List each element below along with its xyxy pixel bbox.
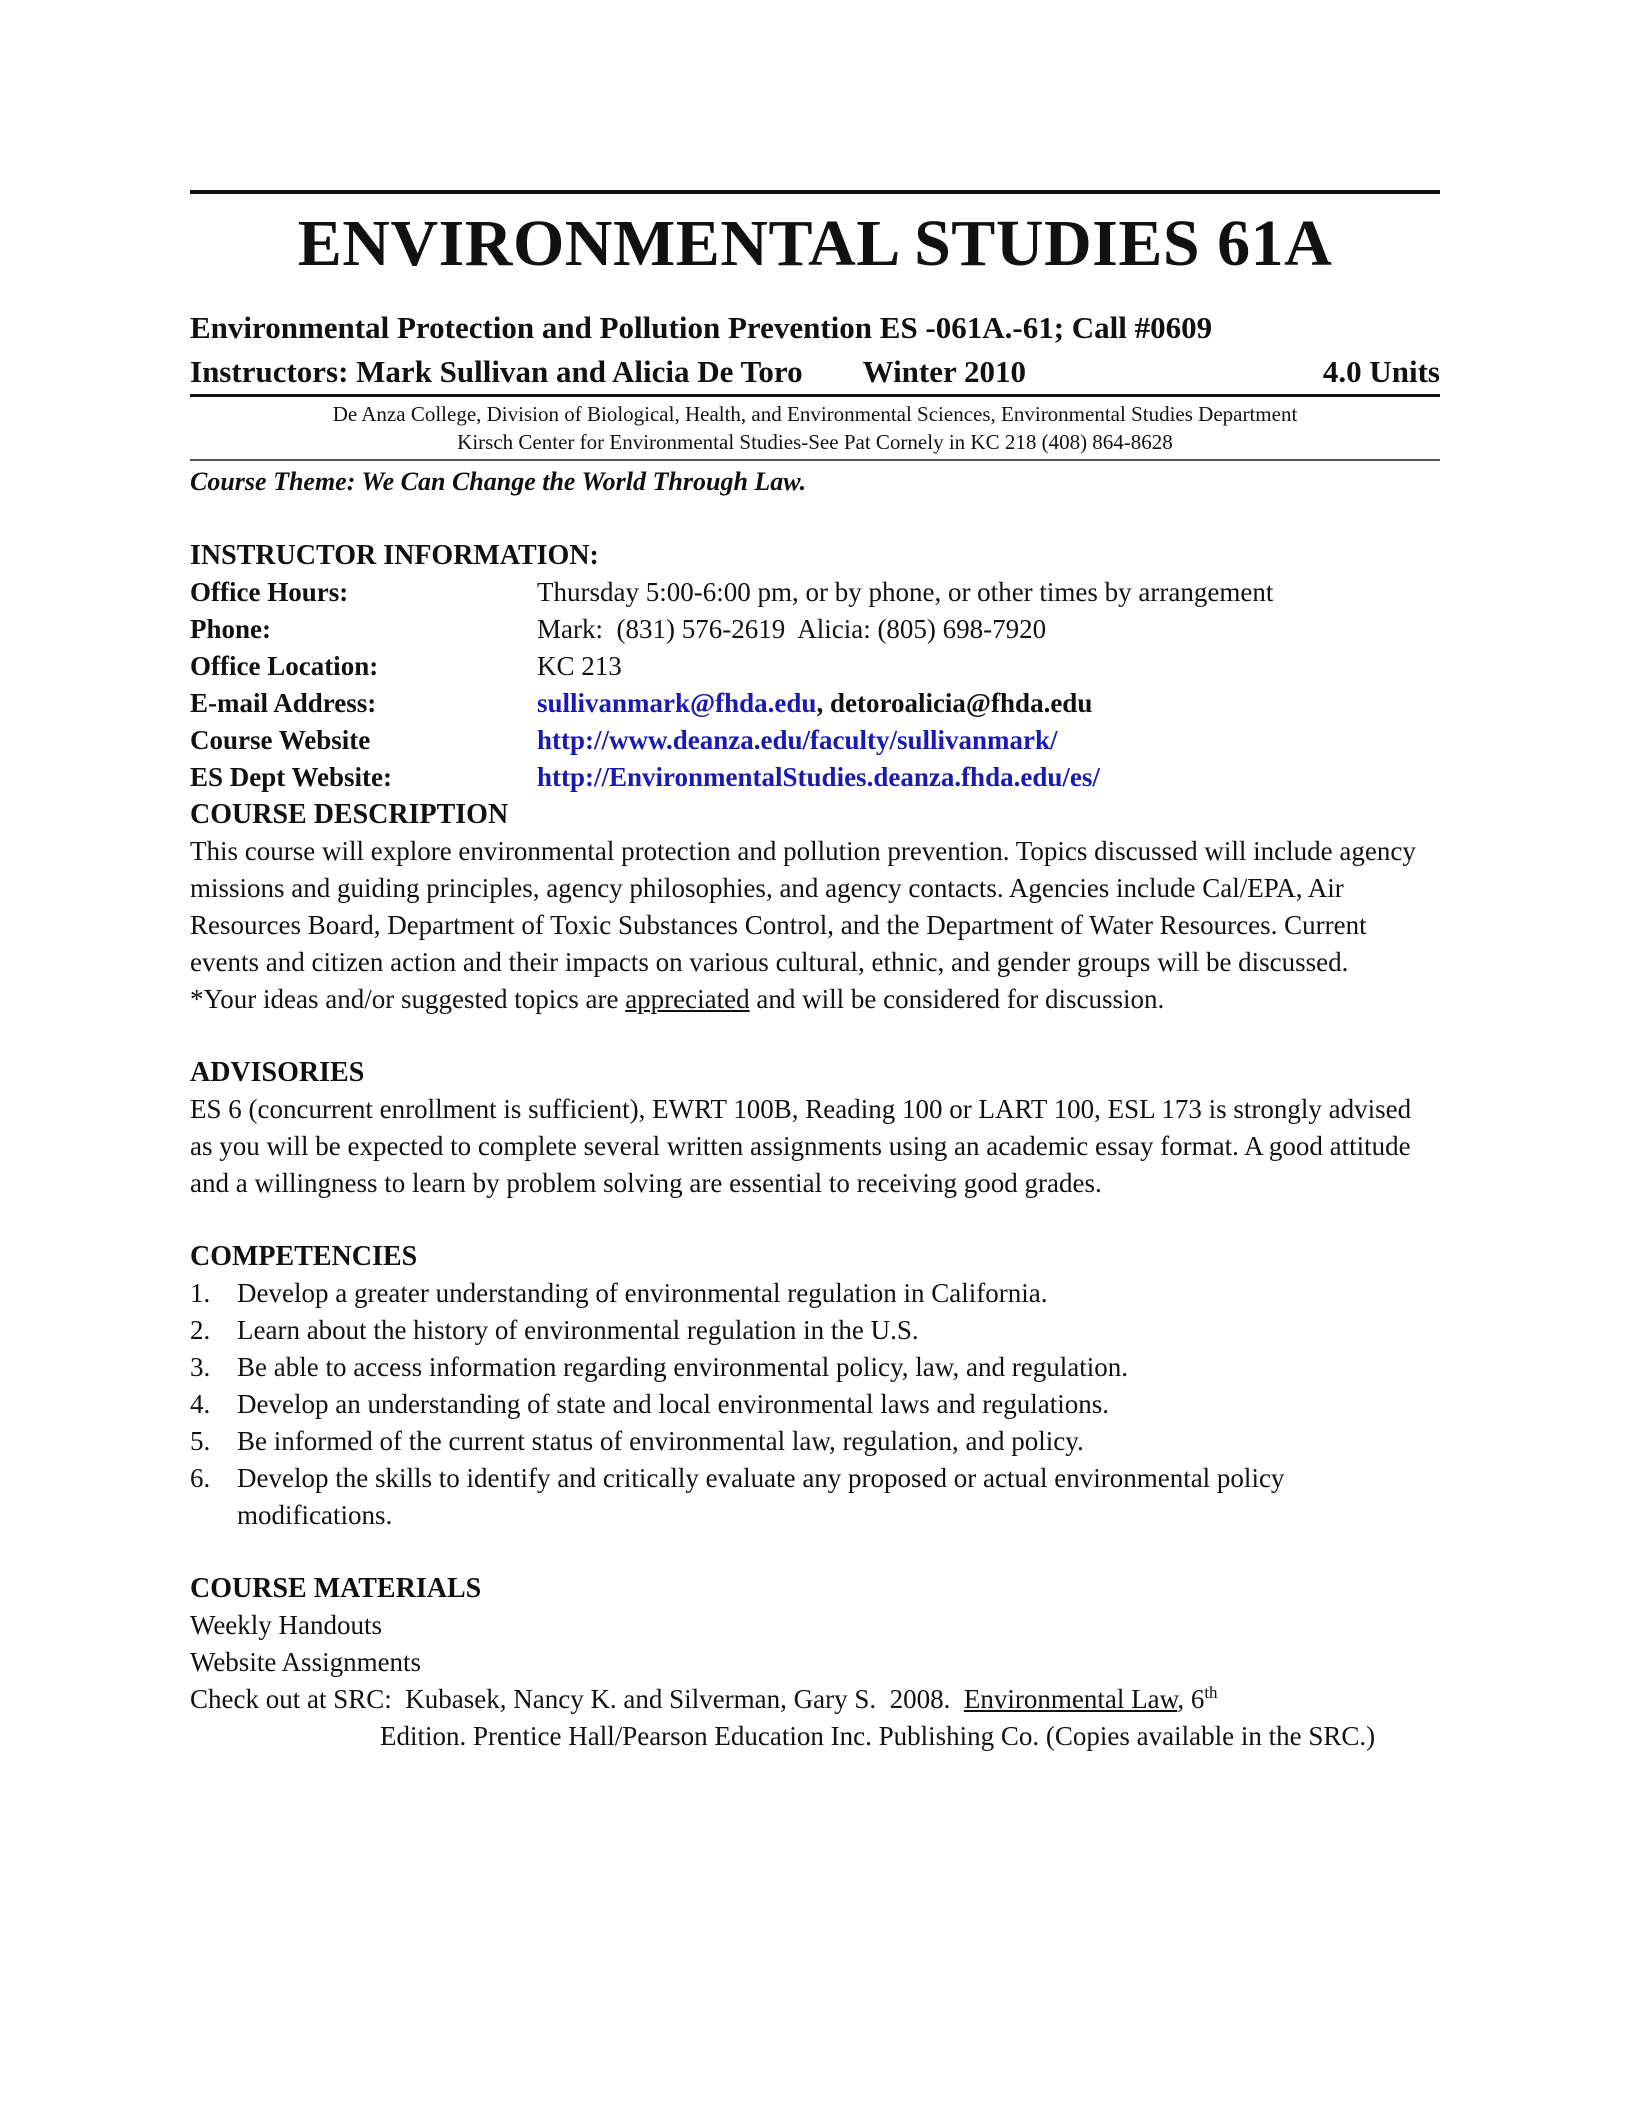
email-value <box>537 685 1440 722</box>
note-underlined: appreciated <box>625 984 750 1014</box>
item-text: Learn about the history of environmental regulation in the U.S. <box>237 1315 919 1345</box>
phone-value: Mark: (831) 576-2619 Alicia: (805) 698-7920 <box>537 614 1047 644</box>
list-item <box>190 1460 1440 1534</box>
item-number: 4. <box>190 1389 211 1419</box>
dept-website-link[interactable]: http://EnvironmentalStudies.deanza.fhda.edu/es/ <box>537 762 1100 792</box>
phone-row <box>190 611 1440 648</box>
edition-suffix: th <box>1204 1683 1218 1702</box>
list-item <box>190 1349 1440 1386</box>
note-after: and will be considered for discussion. <box>749 984 1165 1014</box>
college-rule <box>190 459 1440 461</box>
course-website-link[interactable]: http://www.deanza.edu/faculty/sullivanmark/ <box>537 725 1058 755</box>
instructor-info-table <box>190 574 1440 796</box>
college-line-1: De Anza College, Division of Biological, Health, and Environmental Sciences, Environmental Studies Department <box>332 402 1298 426</box>
description-text: This course will explore environmental protection and pollution prevention. Topics discussed will include agency missions and guiding principles, agency philosophies, and agency contacts. Agencies include Cal/EPA, Air Resources Board, Department of Toxic Substances Control, and the Department of Water Resources. Current events and citizen action and their impacts on various cultural, ethnic, and gender groups will be discussed. <box>190 836 1416 977</box>
description-heading: COURSE DESCRIPTION <box>190 799 509 830</box>
edition-number: , 6 <box>1177 1684 1205 1714</box>
book-title: Environmental Law <box>963 1684 1178 1714</box>
competencies-heading: COMPETENCIES <box>190 1241 418 1272</box>
list-item <box>190 1386 1440 1423</box>
office-hours-label: Office Hours: <box>190 577 349 607</box>
material-website: Website Assignments <box>190 1647 422 1677</box>
course-line <box>190 306 1440 350</box>
materials-heading: COURSE MATERIALS <box>190 1573 482 1604</box>
email-link-sullivan[interactable]: sullivanmark@fhda.edu <box>537 688 817 718</box>
office-hours-value: Thursday 5:00-6:00 pm, or by phone, or other times by arrangement <box>537 577 1274 607</box>
college-info <box>190 397 1440 459</box>
item-number: 2. <box>190 1315 211 1345</box>
dept-website-row <box>190 759 1440 796</box>
office-location-label: Office Location: <box>190 651 379 681</box>
course-theme: Course Theme: We Can Change the World Through Law. <box>190 467 807 496</box>
top-rule <box>190 190 1440 194</box>
email-rest: , detoroalicia@fhda.edu <box>816 688 1093 718</box>
item-number: 1. <box>190 1278 211 1308</box>
instructor-line <box>190 350 1440 394</box>
material-textbook <box>190 1681 1440 1755</box>
advisories-heading: ADVISORIES <box>190 1057 365 1088</box>
note-before: *Your ideas and/or suggested topics are <box>190 984 626 1014</box>
email-row <box>190 685 1440 722</box>
list-item <box>190 1423 1440 1460</box>
item-number: 6. <box>190 1463 211 1493</box>
item-text: Be able to access information regarding environmental policy, law, and regulation. <box>237 1352 1128 1382</box>
office-location-row <box>190 648 1440 685</box>
syllabus-page <box>190 190 1440 1755</box>
course-name: Environmental Protection and Pollution Prevention ES -061A.-61; Call #0609 <box>190 310 1213 345</box>
src-prefix: Check out at SRC: Kubasek, Nancy K. and Silverman, Gary S. 2008. <box>190 1684 964 1714</box>
college-line-2: Kirsch Center for Environmental Studies-See Pat Cornely in KC 218 (408) 864-8628 <box>457 430 1173 454</box>
src-rest: Edition. Prentice Hall/Pearson Education Inc. Publishing Co. (Copies available in the SRC.) <box>380 1721 1376 1751</box>
dept-website-label: ES Dept Website: <box>190 762 393 792</box>
phone-label: Phone: <box>190 614 271 644</box>
list-item <box>190 1312 1440 1349</box>
item-text: Develop an understanding of state and local environmental laws and regulations. <box>237 1389 1109 1419</box>
material-handouts: Weekly Handouts <box>190 1610 383 1640</box>
instructors: Instructors: Mark Sullivan and Alicia De Toro <box>190 354 803 389</box>
instructor-info-heading: INSTRUCTOR INFORMATION: <box>190 540 599 571</box>
list-item <box>190 1275 1440 1312</box>
item-number: 5. <box>190 1426 211 1456</box>
term: Winter 2010 <box>862 354 1026 389</box>
description-note <box>190 981 1420 1018</box>
item-text: Develop a greater understanding of environmental regulation in California. <box>237 1278 1048 1308</box>
advisories-text: ES 6 (concurrent enrollment is sufficient), EWRT 100B, Reading 100 or LART 100, ESL 173 is strongly advised as you will be expected to complete several written assignments using an academic essay format. A good attitude and a willingness to learn by problem solving are essential to receiving good grades. <box>190 1094 1412 1198</box>
office-hours-row <box>190 574 1440 611</box>
course-title: ENVIRONMENTAL STUDIES 61A <box>297 207 1333 280</box>
email-label: E-mail Address: <box>190 688 377 718</box>
course-website-row <box>190 722 1440 759</box>
office-location-value: KC 213 <box>537 651 622 681</box>
competencies-list <box>190 1275 1440 1534</box>
item-number: 3. <box>190 1352 211 1382</box>
units: 4.0 Units <box>1322 354 1440 389</box>
item-text: Be informed of the current status of environmental law, regulation, and policy. <box>237 1426 1084 1456</box>
course-website-label: Course Website <box>190 725 371 755</box>
item-text: Develop the skills to identify and critically evaluate any proposed or actual environmental policy modifications. <box>237 1463 1285 1530</box>
